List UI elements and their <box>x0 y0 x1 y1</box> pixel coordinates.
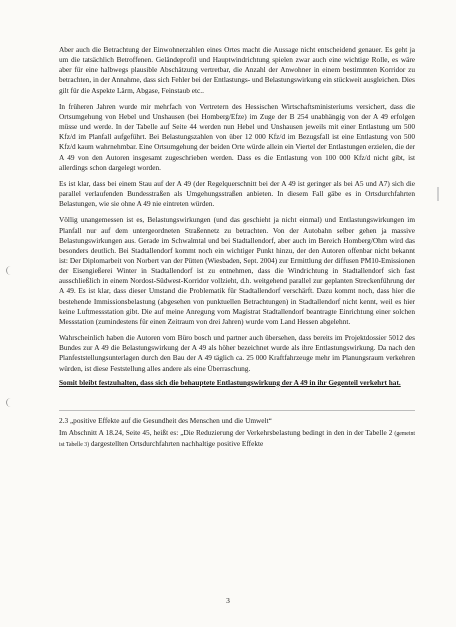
document-body <box>59 45 415 456</box>
section-2-3 <box>59 410 415 450</box>
section-heading: 2.3 „positive Effekte auf die Gesundheit des Menschen und die Umwelt“ <box>59 415 272 425</box>
punch-hole-mark <box>6 266 14 275</box>
paragraph: In früheren Jahren wurde mir mehrfach von Vertretern des Hessischen Wirtschaftsministeriums versichert, dass die Ortsumgehung von Hebel und Unshausen (bei Homberg/Efze) im Zuge der B 254 unabhängig von der A 49 erfolgen müsse und werde. In der Tabelle auf Seite 44 werden nun Hebel und Unshausen jeweils mit einer Entlastung um 500 Kfz/d im Planfall aufgeführt. Bei Belastungszahlen von über 12 000 Kfz/d im Bezugsfall ist eine Entlastung von 500 Kfz/d kaum wahrnehmbar. Eine Ortsumgehung der beiden Orte würde allein ein Viertel der Entlastungen erzielen, die der A 49 von den Autoren insgesamt zugeschrieben werden. Dass es die Entlastung von 100 000 Kfz/d nicht gibt, ist allerdings schon dargelegt worden. <box>59 101 415 172</box>
paragraph: Völlig unangemessen ist es, Belastungswirkungen (und das geschieht ja nicht einmal) und Entlastungswirkungen im Planfall nur auf dem untergeordneten Straßennetz zu betrachten. Von der Autobahn selber gehen ja massive Belastungswirkungen aus. Gerade im Schwalmtal und bei Stadtallendorf, aber auch im Bereich Homberg/Ohm wird das besonders deutlich. Bei Stadtallendorf kommt noch ein wichtiger Punkt hinzu, der den Autoren offenbar nicht bekannt ist: Der Diplomarbeit von Norbert van der Pütten (Wiesbaden, Sept. 2004) zur Ermittlung der diffusen PM10-Emissionen der Eisengießerei Winter in Stadtallendorf ist zu entnehmen, dass die Windrichtung in Stadtallendorf sich fast ausschließlich in einem Nordost-Südwest-Korridor vollzieht, d.h. weitgehend parallel zur geplanten Streckenführung der A 49. Es ist klar, dass dieser Umstand die Problematik für Stadtallendorf verschärft. Dazu kommt noch, dass hier die bestehende Immissionsbelastung (abgesehen von punktuellen Betrachtungen) in Stadtallendorf nicht kennt, weil es hier keine Luftmessstation gibt. Die auf meine Anregung vom Magistrat Stadtallendorf beantragte Einrichtung einer solchen Messstation (zumindestens für einen Zeitraum von drei Jahren) wurde vom Land Hessen abgelehnt. <box>59 215 415 326</box>
section-body-end: dargestellten Ortsdurchfahrten nachhaltige positive Effekte <box>90 439 264 449</box>
section-body <box>59 428 415 450</box>
conclusion-statement: Somit bleibt festzuhalten, dass sich die behauptete Entlastungswirkung der A 49 in ihr Gegenteil verkehrt hat. <box>59 377 401 387</box>
scan-mark <box>437 187 439 201</box>
paragraph: Es ist klar, dass bei einem Stau auf der A 49 (der Regelquerschnitt bei der A 49 ist geringer als bei A5 und A7) sich die parallel verlaufenden Bundesstraßen als Umgehungsstraßen anbieten. In diesem Fall gäbe es in Ortsdurchfahrten Belastungen, wie sie ohne A 49 nie eintreten würden. <box>59 178 415 209</box>
section-body-start: Im Abschnitt A 18.24, Seite 45, heißt es: „Die Reduzierung der Verkehrsbelastung bedingt in den in der Tabelle 2 <box>59 428 393 437</box>
paragraph: Wahrscheinlich haben die Autoren vom Büro bosch und partner auch übersehen, dass bereits im Projektdossier 5012 des Bundes zur A 49 die Belastungswirkung der A 49 als höher bezeichnet wurde als ihre Entlastungswirkung. Da nach den Planfeststellungsunterlagen durch den Bau der A 49 täglich ca. 25 000 Kraftfahrzeuge mehr im Planungsraum verkehren würden, ist diese Feststellung alles andere als eine Überraschung. <box>59 333 415 373</box>
paragraph: Aber auch die Betrachtung der Einwohnerzahlen eines Ortes macht die Aussage nicht entscheidend genauer. Es geht ja um die tatsächlich Betroffenen. Geländeprofil und Hauptwindrichtung spielen zwar auch eine wichtige Rolle, es wäre aber für eine halbwegs plausible Abschätzung vertretbar, die Anzahl der Anwohner in einem bestimmten Korridor zu betrachten, in der Annahme, dass sich Fehler bei der Entlastungs- und Belastungswirkung ein stückweit ausgleichen. Dies gilt für die Aspekte Lärm, Abgase, Feinstaub etc.. <box>59 45 415 95</box>
punch-hole-mark <box>6 398 14 407</box>
page-number: 3 <box>226 596 230 605</box>
section-body-note: (gemeint ist Tabelle 3) <box>59 431 415 449</box>
